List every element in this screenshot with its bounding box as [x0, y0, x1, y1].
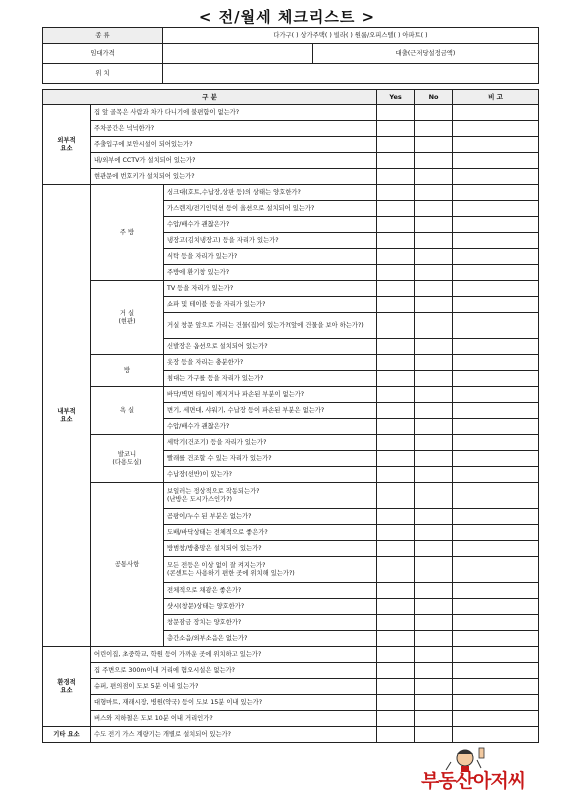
note-field[interactable]	[453, 137, 539, 153]
yes-checkbox[interactable]	[377, 711, 415, 727]
subgroup-label-common: 공통사항	[91, 483, 164, 647]
type-label: 종 류	[43, 28, 163, 44]
checklist-item: 층간소음/외부소음은 없는가?	[164, 631, 377, 647]
yes-checkbox[interactable]	[377, 647, 415, 663]
no-checkbox[interactable]	[415, 557, 453, 583]
checklist-item: 바닥/벽면 타일이 깨지거나 파손된 부분이 없는가?	[164, 387, 377, 403]
checklist-item: 주차공간은 넉넉한가?	[91, 121, 377, 137]
note-field[interactable]	[453, 541, 539, 557]
no-checkbox[interactable]	[415, 483, 453, 509]
checklist-table	[42, 89, 539, 743]
header-no: No	[415, 90, 453, 105]
no-checkbox[interactable]	[415, 647, 453, 663]
note-field[interactable]	[453, 201, 539, 217]
yes-checkbox[interactable]	[377, 525, 415, 541]
no-checkbox[interactable]	[415, 525, 453, 541]
section-label-external: 외부적 요소	[43, 105, 91, 185]
table-row	[43, 663, 539, 679]
note-field[interactable]	[453, 105, 539, 121]
yes-checkbox[interactable]	[377, 509, 415, 525]
no-checkbox[interactable]	[415, 679, 453, 695]
checklist-item: 대형마트, 재래시장, 병원(약국) 등이 도보 15분 이내 있는가?	[91, 695, 377, 711]
deposit-field[interactable]	[163, 44, 313, 64]
checklist-item: 신발장은 옵션으로 설치되어 있는가?	[164, 339, 377, 355]
table-row	[43, 647, 539, 663]
no-checkbox[interactable]	[415, 281, 453, 297]
checklist-item: 샷시(창문)상태는 양호한가?	[164, 599, 377, 615]
yes-checkbox[interactable]	[377, 105, 415, 121]
no-checkbox[interactable]	[415, 695, 453, 711]
yes-checkbox[interactable]	[377, 371, 415, 387]
yes-checkbox[interactable]	[377, 249, 415, 265]
header-yes: Yes	[377, 90, 415, 105]
yes-checkbox[interactable]	[377, 169, 415, 185]
checklist-item: 버스와 지하철은 도보 10분 이내 거리인가?	[91, 711, 377, 727]
yes-checkbox[interactable]	[377, 387, 415, 403]
checklist-item: 곰팡이/누수 된 부분은 없는가?	[164, 509, 377, 525]
section-label-internal: 내부적 요소	[43, 185, 91, 647]
checklist-item: 옷장 등을 자리는 충분한가?	[164, 355, 377, 371]
info-table	[42, 27, 539, 84]
subgroup-label-bath: 욕 실	[91, 387, 164, 435]
yes-checkbox[interactable]	[377, 435, 415, 451]
note-field[interactable]	[453, 355, 539, 371]
no-checkbox[interactable]	[415, 599, 453, 615]
no-checkbox[interactable]	[415, 105, 453, 121]
note-field[interactable]	[453, 249, 539, 265]
yes-checkbox[interactable]	[377, 339, 415, 355]
no-checkbox[interactable]	[415, 249, 453, 265]
note-field[interactable]	[453, 297, 539, 313]
no-checkbox[interactable]	[415, 663, 453, 679]
checklist-item: 도배/바닥상태는 전체적으로 좋은가?	[164, 525, 377, 541]
deposit-label: 임대가격	[43, 44, 163, 64]
note-field[interactable]	[453, 599, 539, 615]
subgroup-label-room: 방	[91, 355, 164, 387]
note-field[interactable]	[453, 281, 539, 297]
table-row	[43, 435, 539, 451]
yes-checkbox[interactable]	[377, 313, 415, 339]
note-field[interactable]	[453, 169, 539, 185]
checklist-item: 슈퍼, 편의점이 도보 5분 이내 있는가?	[91, 679, 377, 695]
yes-checkbox[interactable]	[377, 281, 415, 297]
no-checkbox[interactable]	[415, 185, 453, 201]
table-row	[43, 355, 539, 371]
yes-checkbox[interactable]	[377, 583, 415, 599]
no-checkbox[interactable]	[415, 297, 453, 313]
yes-checkbox[interactable]	[377, 541, 415, 557]
logo-text: 부동산아저씨	[421, 770, 526, 792]
note-field[interactable]	[453, 339, 539, 355]
yes-checkbox[interactable]	[377, 599, 415, 615]
yes-checkbox[interactable]	[377, 265, 415, 281]
yes-checkbox[interactable]	[377, 451, 415, 467]
no-checkbox[interactable]	[415, 233, 453, 249]
note-field[interactable]	[453, 265, 539, 281]
no-checkbox[interactable]	[415, 509, 453, 525]
table-row	[43, 137, 539, 153]
location-field[interactable]	[163, 64, 539, 84]
no-checkbox[interactable]	[415, 121, 453, 137]
note-field[interactable]	[453, 509, 539, 525]
note-field[interactable]	[453, 387, 539, 403]
checklist-item: 쇼파 및 테이블 등을 자리가 있는가?	[164, 297, 377, 313]
table-row	[43, 695, 539, 711]
table-row	[43, 679, 539, 695]
yes-checkbox[interactable]	[377, 615, 415, 631]
no-checkbox[interactable]	[415, 711, 453, 727]
checklist-item: 어린이집, 초중학교, 학원 등이 가까운 곳에 위치하고 있는가?	[91, 647, 377, 663]
no-checkbox[interactable]	[415, 153, 453, 169]
header-category: 구 분	[43, 90, 377, 105]
no-checkbox[interactable]	[415, 313, 453, 339]
note-field[interactable]	[453, 185, 539, 201]
no-checkbox[interactable]	[415, 169, 453, 185]
note-field[interactable]	[453, 419, 539, 435]
yes-checkbox[interactable]	[377, 137, 415, 153]
table-row	[43, 387, 539, 403]
checklist-item: 주출입구에 보안시설이 되어있는가?	[91, 137, 377, 153]
note-field[interactable]	[453, 467, 539, 483]
no-checkbox[interactable]	[415, 727, 453, 743]
yes-checkbox[interactable]	[377, 727, 415, 743]
checklist-item: 식탁 등을 자리가 있는가?	[164, 249, 377, 265]
checklist-item: 거실 창문 앞으로 가리는 건물(집)이 있는가?(앞에 건물을 보아 하는가?)	[164, 313, 377, 339]
section-label-other: 기타 요소	[43, 727, 91, 743]
yes-checkbox[interactable]	[377, 467, 415, 483]
note-field[interactable]	[453, 711, 539, 727]
yes-checkbox[interactable]	[377, 201, 415, 217]
yes-checkbox[interactable]	[377, 403, 415, 419]
checklist-item: 침대는 가구를 등을 자리가 있는가?	[164, 371, 377, 387]
no-checkbox[interactable]	[415, 201, 453, 217]
note-field[interactable]	[453, 557, 539, 583]
note-field[interactable]	[453, 647, 539, 663]
checklist-item: 냉장고(김치냉장고) 등을 자리가 있는가?	[164, 233, 377, 249]
yes-checkbox[interactable]	[377, 419, 415, 435]
no-checkbox[interactable]	[415, 217, 453, 233]
yes-checkbox[interactable]	[377, 663, 415, 679]
logo	[421, 742, 571, 797]
checklist-item: 창문잠금 장치는 양호한가?	[164, 615, 377, 631]
note-field[interactable]	[453, 403, 539, 419]
table-row	[43, 185, 539, 201]
checklist-item: 집 주변으로 300m이내 거리에 혐오시설은 없는가?	[91, 663, 377, 679]
no-checkbox[interactable]	[415, 435, 453, 451]
yes-checkbox[interactable]	[377, 217, 415, 233]
checklist-item: 모든 전등은 이상 없이 잘 켜지는가? (콘센트는 사용하기 편한 곳에 위치해 있는가?)	[164, 557, 377, 583]
yes-checkbox[interactable]	[377, 679, 415, 695]
no-checkbox[interactable]	[415, 631, 453, 647]
table-row	[43, 281, 539, 297]
table-row	[43, 711, 539, 727]
checklist-item: 내/외부에 CCTV가 설치되어 있는가?	[91, 153, 377, 169]
checklist-item: 방범창/방충망은 설치되어 있는가?	[164, 541, 377, 557]
subgroup-label-veranda: 발코니 (다용도실)	[91, 435, 164, 483]
checklist-item: 수압/배수가 괜찮은가?	[164, 217, 377, 233]
yes-checkbox[interactable]	[377, 631, 415, 647]
table-row	[43, 105, 539, 121]
no-checkbox[interactable]	[415, 451, 453, 467]
table-row	[43, 121, 539, 137]
note-field[interactable]	[453, 583, 539, 599]
note-field[interactable]	[453, 153, 539, 169]
no-checkbox[interactable]	[415, 387, 453, 403]
note-field[interactable]	[453, 483, 539, 509]
yes-checkbox[interactable]	[377, 557, 415, 583]
checklist-item: 가스렌지/전기인덕션 등이 올션으로 설치되어 있는가?	[164, 201, 377, 217]
note-field[interactable]	[453, 217, 539, 233]
checklist-item: 싱크대(호트,수납장,상판 등)의 상태는 양호한가?	[164, 185, 377, 201]
note-field[interactable]	[453, 631, 539, 647]
table-row	[43, 483, 539, 509]
no-checkbox[interactable]	[415, 541, 453, 557]
yes-checkbox[interactable]	[377, 355, 415, 371]
note-field[interactable]	[453, 695, 539, 711]
no-checkbox[interactable]	[415, 355, 453, 371]
note-field[interactable]	[453, 679, 539, 695]
checklist-item: 집 앞 골목은 사람과 차가 다니기에 불편함이 없는가?	[91, 105, 377, 121]
note-field[interactable]	[453, 121, 539, 137]
note-field[interactable]	[453, 727, 539, 743]
no-checkbox[interactable]	[415, 583, 453, 599]
checklist-item: 수납장(선반)이 있는가?	[164, 467, 377, 483]
checklist-item: 현관문에 번호키가 설치되어 있는가?	[91, 169, 377, 185]
note-field[interactable]	[453, 525, 539, 541]
note-field[interactable]	[453, 615, 539, 631]
header-note: 비 고	[453, 90, 539, 105]
yes-checkbox[interactable]	[377, 695, 415, 711]
yes-checkbox[interactable]	[377, 297, 415, 313]
checklist-item: 수도 전기 가스 계량기는 개별로 설치되어 있는가?	[91, 727, 377, 743]
checklist-item: 수압/배수가 괜찮은가?	[164, 419, 377, 435]
checklist-item: 빨래를 건조할 수 있는 자리가 있는가?	[164, 451, 377, 467]
no-checkbox[interactable]	[415, 615, 453, 631]
table-row	[43, 727, 539, 743]
table-row	[43, 169, 539, 185]
checklist-item: 전체적으로 채광은 좋은가?	[164, 583, 377, 599]
no-checkbox[interactable]	[415, 419, 453, 435]
note-field[interactable]	[453, 371, 539, 387]
page-title: < 전/월세 체크리스트 >	[198, 8, 376, 26]
subgroup-label-kitchen: 주 방	[91, 185, 164, 281]
yes-checkbox[interactable]	[377, 121, 415, 137]
note-field[interactable]	[453, 451, 539, 467]
note-field[interactable]	[453, 435, 539, 451]
yes-checkbox[interactable]	[377, 153, 415, 169]
note-field[interactable]	[453, 663, 539, 679]
table-row	[43, 153, 539, 169]
no-checkbox[interactable]	[415, 403, 453, 419]
checklist-item: 세탁기(건조기) 등을 자리가 있는가?	[164, 435, 377, 451]
checklist-item: 변기, 세면대, 샤워기, 수납장 등이 파손된 부분은 없는가?	[164, 403, 377, 419]
type-options[interactable]: 다가구( ) 상가주택( ) 빌라( ) 원룸/오피스텔( ) 아파트( )	[163, 28, 539, 44]
no-checkbox[interactable]	[415, 137, 453, 153]
yes-checkbox[interactable]	[377, 233, 415, 249]
location-label: 위 치	[43, 64, 163, 84]
yes-checkbox[interactable]	[377, 185, 415, 201]
checklist-item: TV 등을 자리가 있는가?	[164, 281, 377, 297]
yes-checkbox[interactable]	[377, 483, 415, 509]
note-field[interactable]	[453, 233, 539, 249]
checklist-item: 주방에 환기창 있는가?	[164, 265, 377, 281]
no-checkbox[interactable]	[415, 339, 453, 355]
subgroup-label-living: 거 실 (현관)	[91, 281, 164, 355]
section-label-environment: 환경적 요소	[43, 647, 91, 727]
loan-label: 대출(근저당설정금액)	[313, 44, 539, 64]
no-checkbox[interactable]	[415, 371, 453, 387]
note-field[interactable]	[453, 313, 539, 339]
no-checkbox[interactable]	[415, 265, 453, 281]
no-checkbox[interactable]	[415, 467, 453, 483]
checklist-item: 보일러는 정상적으로 작동되는가? (난방은 도시가스인가?)	[164, 483, 377, 509]
